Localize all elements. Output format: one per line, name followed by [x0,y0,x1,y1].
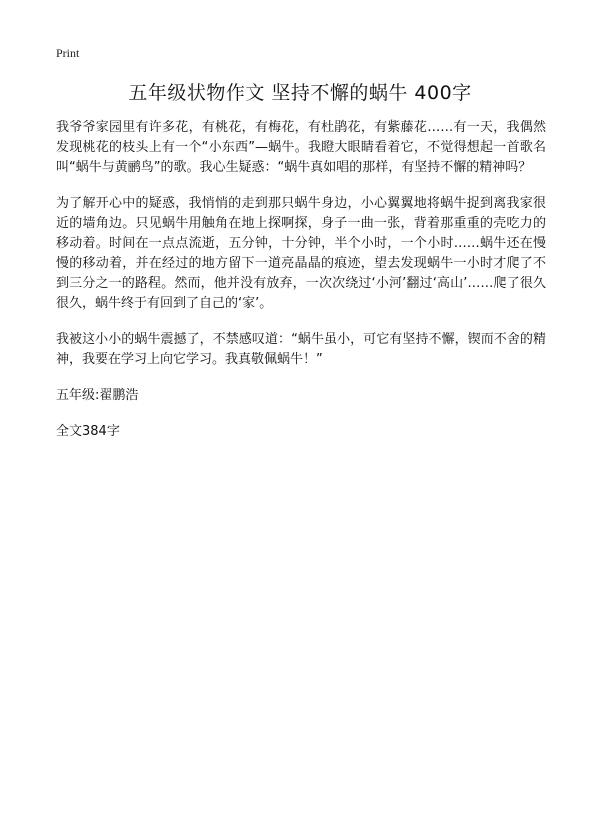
article-title: 五年级状物作文 坚持不懈的蜗牛 400字 [128,82,472,104]
print-link[interactable]: Print [56,46,80,60]
article-paragraph: 为了解开心中的疑惑，我悄悄的走到那只蜗牛身边，小心翼翼地将蜗牛捉到离我家很近的墙角边。只见蜗牛用触角在地上探啊探，身子一曲一张，背着那重重的壳吃力的移动着。时间在一点点流逝，五分钟，十分钟，半个小时，一个小时……蜗牛还在慢慢的移动着，并在经过的地方留下一道亮晶晶的痕迹，望去发现蜗牛一小时才爬了不到三分之一的路程。然而，他并没有放弃，一次次绕过‘小河’翻过‘高山’……爬了很久很久，蜗牛终于有回到了自己的‘家’。 [56,196,546,311]
word-count: 全文384字 [56,424,120,439]
article-paragraph: 我爷爷家园里有许多花，有桃花，有梅花，有杜鹃花，有紫藤花……有一天，我偶然发现桃花的枝头上有一个“小东西”—蜗牛。我瞪大眼睛看着它，不觉得想起一首歌名叫“蜗牛与黄鹂鸟”的歌。我心生疑惑：“蜗牛真如唱的那样，有坚持不懈的精神吗？ [56,120,546,175]
article-paragraph: 我被这小小的蜗牛震撼了，不禁感叹道：“蜗牛虽小，可它有坚持不懈，锲而不舍的精神，我要在学习上向它学习。我真敬佩蜗牛！” [56,332,546,367]
article-body [56,118,546,442]
article-author: 五年级:翟鹏浩 [56,388,139,403]
